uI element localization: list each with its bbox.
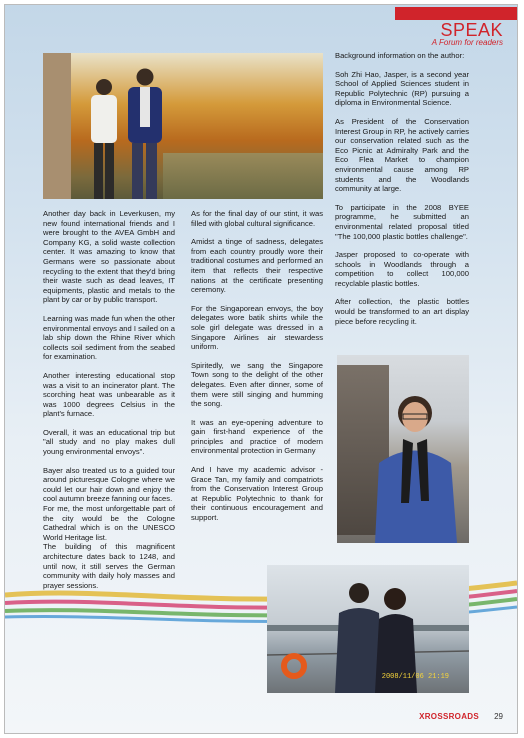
paragraph: For the Singaporean envoys, the boy delegates wore batik shirts while the sole girl delegate was dressed in a Singapore Airlines air stewardess uniform. [191,303,323,352]
paragraph: Jasper proposed to co-operate with schools in Woodlands through a competition to collect 100,000 recyclable plastic bottles. [335,250,469,288]
photo-timestamp: 2008/11/06 21:19 [381,673,449,681]
paragraph: Another day back in Leverkusen, my new found international friends and I were brought to the AVEA GmbH and Company KG, a solid waste collection center. It was amazing to know that Germans were so passionate about recycling to the extent that they'd bring their waste such as dead leaves, IT equipments, plastic and metals to the plant by car or by public transport. [43,209,175,305]
header-red-bar [395,7,517,20]
person-portrait [365,383,465,543]
paragraph: As President of the Conservation Interest Group in RP, he actively carries our conservation related such as the Eco Picnic at Admiralty Park and the Eco Flea Market to champion environmental cause among RP students and the Woodlands community at large. [335,116,469,194]
photo-riverside-couple [267,565,469,693]
paragraph: It was an eye-opening adventure to gain first-hand experience of the principles and practice of modern environmental protection in Germany [191,417,323,456]
paragraph: Spiritedly, we sang the Singapore Town song to the delight of the other delegates. Even after dinner, some of them were still singing and humming the song. [191,360,323,409]
paragraph: To participate in the 2008 BYEE programme, he submitted an environmental related proposal titled "The 100,000 plastic bottles challenge". [335,202,469,241]
article-column-2 [191,209,323,532]
page-number: 29 [494,712,503,721]
paragraph: Learning was made fun when the other environmental envoys and I sailed on a lab ship down the Rhine River which collects soil sediment from the seabed for examination. [43,313,175,362]
section-subtitle: A Forum for readers [431,38,503,47]
magazine-brand: XROSSROADS [419,712,479,721]
paragraph: And I have my academic advisor - Grace Tan, my family and compatriots from the Conservation Interest Group at Republic Polytechnic to thank for their continuous encouragement and support. [191,465,323,523]
person-white-shirt [85,73,123,199]
paragraph: For me, the most unforgettable part of the city would be the Cologne Cathedral which is on the UNESCO World Heritage list. [43,504,175,542]
photo-autumn-park [43,53,323,199]
paragraph: As for the final day of our stint, it was filled with global cultural significance. [191,209,323,228]
paragraph: Amidst a tinge of sadness, delegates from each country proudly wore their traditional costumes and performed an item that reflects their respective nations at the certificate presenting ceremony. [191,237,323,295]
author-bio-column [335,51,469,335]
paragraph: Bayer also treated us to a guided tour around picturesque Cologne where we could let our hair down and enjoy the cool autumn breeze fanning our faces. [43,465,175,504]
person-blue-jacket [123,63,167,199]
paragraph: The building of this magnificent architecture dates back to 1248, and until now, it still serves the German community with daily holy masses and prayer sessions. [43,542,175,590]
paragraph: Soh Zhi Hao, Jasper, is a second year School of Applied Sciences student in Republic Polytechnic (RP) pursuing a diploma in Environmental Science. [335,69,469,108]
photo-cathedral-portrait [337,355,469,543]
section-title: SPEAK [440,20,503,40]
magazine-page [4,4,518,734]
article-column-1 [43,209,175,599]
paragraph: After collection, the plastic bottles would be transformed to an art display piece before recycling it. [335,297,469,326]
life-ring-icon [281,653,307,679]
bio-heading: Background information on the author: [335,51,465,60]
paragraph: Overall, it was an educational trip but "all study and no play makes dull young environmental envoys". [43,427,175,457]
paragraph: Another interesting educational stop was a visit to an incinerator plant. The scorching heat was unbearable as it was 1000 degrees Celsius in the plant's furnace. [43,370,175,419]
